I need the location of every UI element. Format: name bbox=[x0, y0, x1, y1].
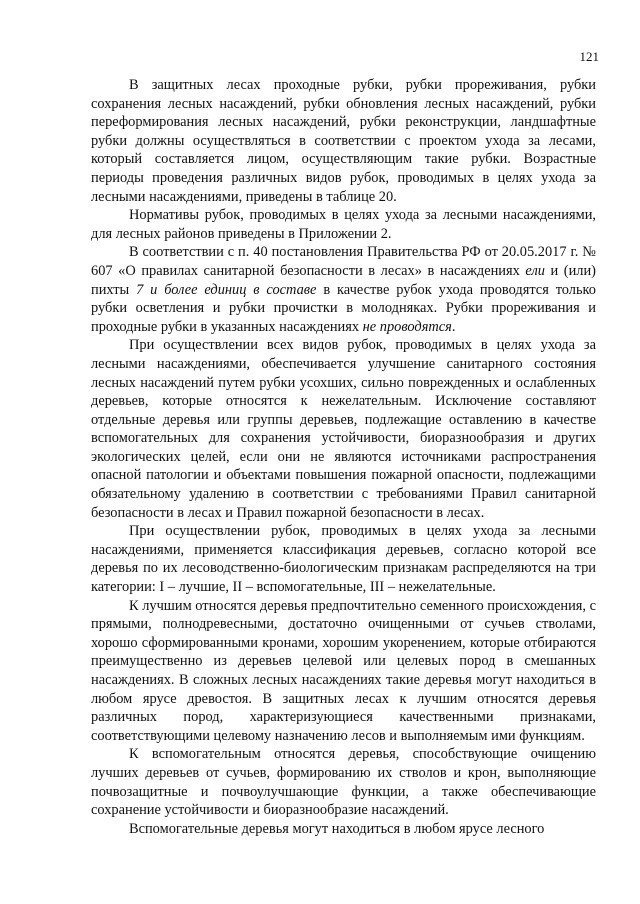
italic-text: ели bbox=[525, 262, 545, 279]
text-segment: К вспомогательным относятся деревья, способствующие очищению лучших деревьев от сучьев, формированию их стволов и крон, выполняющие почвозащитные и почвоулучшающие функции, а также обеспечивающие сохранение устойчивости и биоразнообразие насаждений. bbox=[91, 746, 596, 819]
italic-text: не проводятся bbox=[362, 318, 452, 335]
paragraph bbox=[91, 243, 596, 336]
page-number: 121 bbox=[579, 49, 599, 64]
paragraph bbox=[91, 745, 596, 819]
text-segment: К лучшим относятся деревья предпочтительно семенного происхождения, с прямыми, полнодревесными, достаточно очищенными от сучьев стволами, хорошо сформированными кронами, хорошим укоренением, которые отбираются преимущественно из деревьев целевой или целевых пород в смешанных насаждениях. В сложных лесных насаждениях такие деревья могут находиться в любом ярусе древостоя. В защитных лесах к лучшим относятся деревья различных пород, характеризующиеся качественными признаками, соответствующими целевому назначению лесов и выполняемым ими функциям. bbox=[91, 597, 596, 744]
paragraph bbox=[91, 76, 596, 206]
paragraph bbox=[91, 597, 596, 746]
paragraph bbox=[91, 336, 596, 522]
paragraph bbox=[91, 522, 596, 596]
text-segment: в качестве рубок ухода проводятся только рубки осветления и рубки прочистки в молодняках. Рубки прореживания и проходные рубки в указанных насаждениях bbox=[91, 281, 596, 335]
text-segment: При осуществлении всех видов рубок, проводимых в целях ухода за лесными насаждениями, обеспечивается улучшение санитарного состояния лесных насаждений путем рубки усохших, сильно поврежденных и ослабленных деревьев, которые относятся к нежелательным. Исключение составляют отдельные деревья или группы деревьев, подлежащие оставлению в качестве вспомогательных для сохранения устойчивости, биоразнообразия и других экологических целей, если они не являются источниками распространения опасной патологии и объектами повышения пожарной опасности, подлежащими обязательному удалению в соответствии с требованиями Правил санитарной безопасности в лесах и Правил пожарной безопасности в лесах. bbox=[91, 337, 596, 521]
italic-text: 7 и более единиц в составе bbox=[136, 281, 317, 298]
text-segment: В соответствии с п. 40 постановления Правительства РФ от 20.05.2017 г. № 607 «О правилах санитарной безопасности в лесах» в насаждениях bbox=[91, 244, 596, 279]
text-segment: При осуществлении рубок, проводимых в целях ухода за лесными насаждениями, применяется классификация деревьев, согласно которой все деревья по их лесоводственно-биологическим признакам распределяются на три категории: I – лучшие, II – вспомогательные, III – нежелательные. bbox=[91, 523, 596, 596]
paragraph bbox=[91, 206, 596, 243]
text-segment: Нормативы рубок, проводимых в целях ухода за лесными насаждениями, для лесных районов приведены в Приложении 2. bbox=[91, 207, 596, 242]
text-segment: . bbox=[451, 318, 456, 335]
paragraph bbox=[91, 820, 596, 839]
document-body bbox=[91, 76, 596, 838]
text-segment: Вспомогательные деревья могут находиться в любом ярусе лесного bbox=[129, 820, 545, 837]
text-segment: В защитных лесах проходные рубки, рубки прореживания, рубки сохранения лесных насаждений, рубки обновления лесных насаждений, рубки переформирования лесных насаждений, рубки реконструкции, ландшафтные рубки должны осуществляться в соответствии с проектом ухода за лесами, который составляется лицом, осуществляющим такие рубки. Возрастные периоды проведения различных видов рубок, проводимых в целях ухода за лесными насаждениями, приведены в таблице 20. bbox=[91, 77, 596, 205]
text-segment: и (или) пихты bbox=[91, 262, 596, 298]
